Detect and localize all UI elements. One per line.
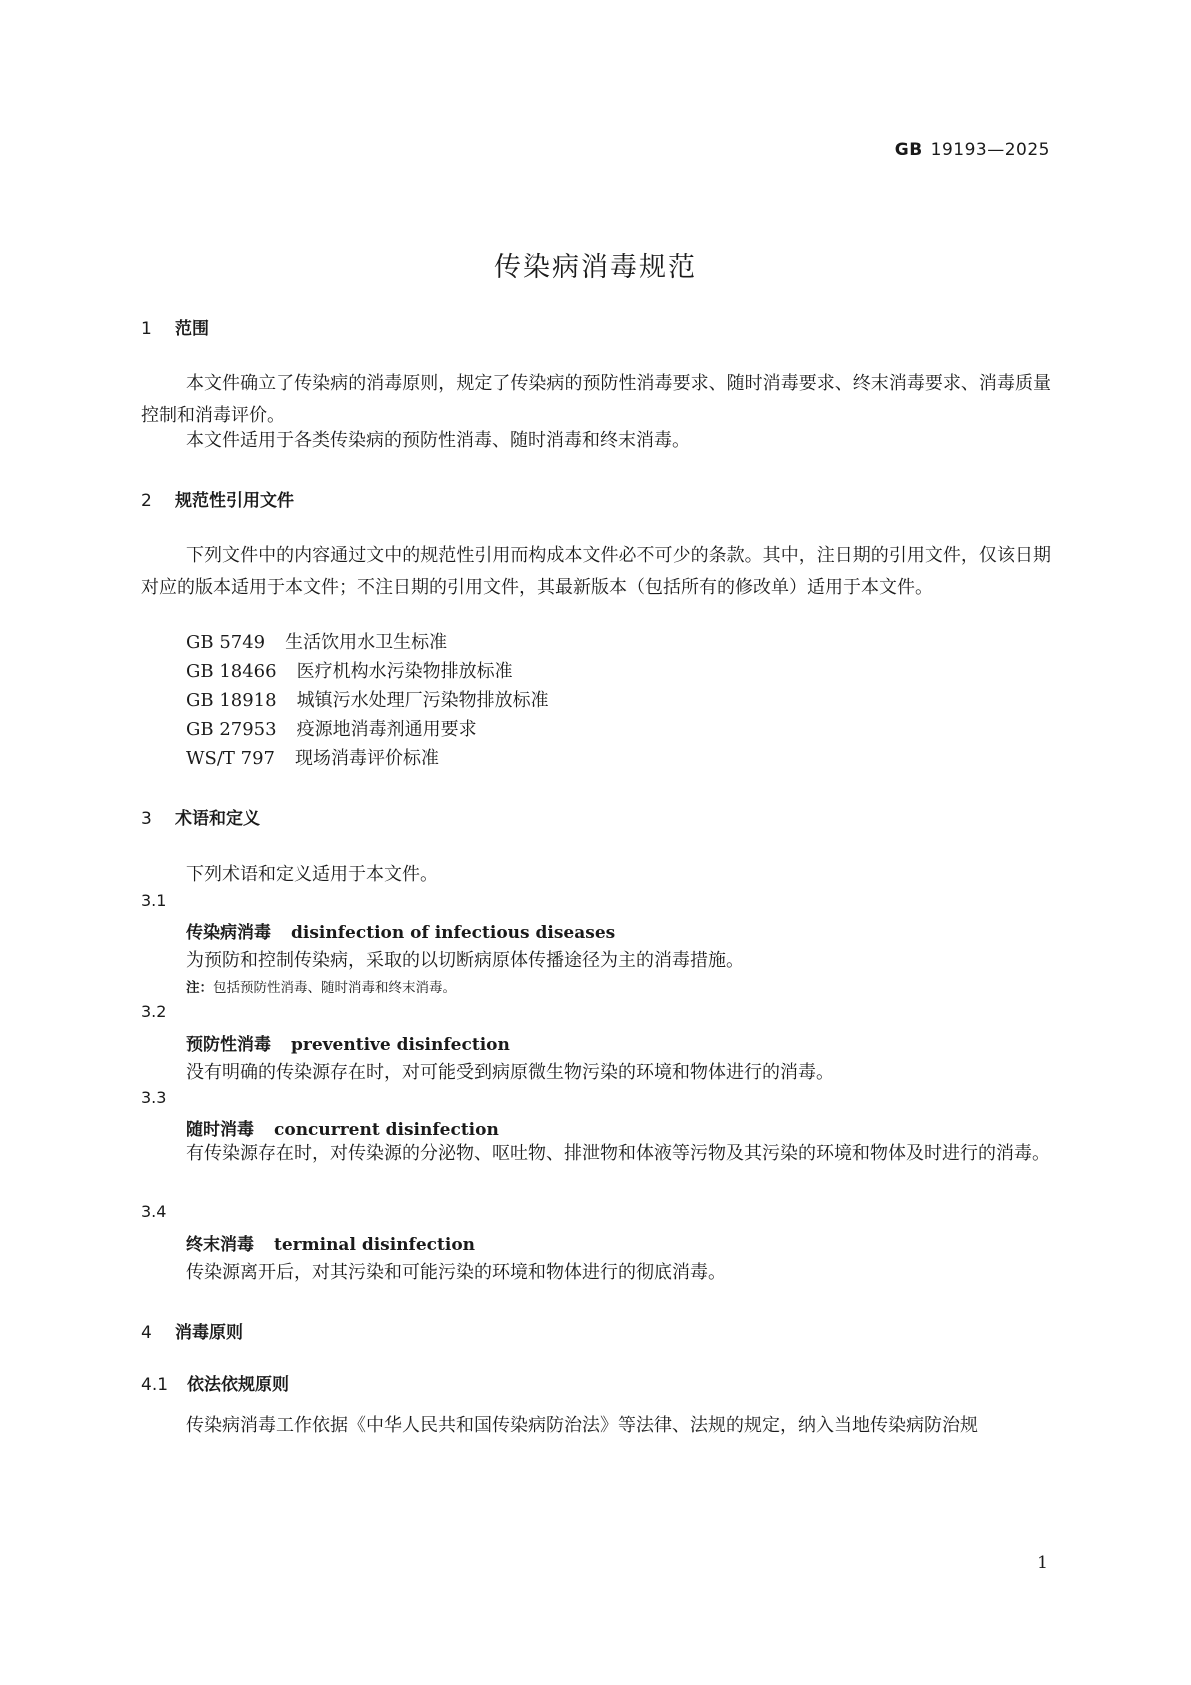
term-note — [186, 976, 456, 996]
term-name-en: terminal disinfection — [274, 1235, 476, 1255]
reference-item — [186, 744, 439, 770]
document-title: 传染病消毒规范 — [494, 252, 697, 283]
reference-item — [186, 657, 513, 683]
term-name-en: preventive disinfection — [291, 1035, 510, 1055]
term-name-zh: 随时消毒 — [186, 1120, 254, 1140]
reference-code: GB 18918 — [186, 690, 277, 711]
term-number: 3.2 — [141, 1002, 167, 1021]
section-2-heading — [141, 486, 294, 511]
term-definition: 有传染源存在时，对传染源的分泌物、呕吐物、排泄物和体液等污物及其污染的环境和物体及时进行的消毒。 — [186, 1143, 1050, 1164]
reference-code: GB 27953 — [186, 719, 277, 740]
reference-title: 现场消毒评价标准 — [294, 748, 439, 769]
standard-code: 19193—2025 — [930, 140, 1050, 160]
note-text: 包括预防性消毒、随时消毒和终末消毒。 — [213, 980, 456, 996]
scope-paragraph-1: 本文件确立了传染病的消毒原则，规定了传染病的预防性消毒要求、随时消毒要求、终末消毒要求、消毒质量控制和消毒评价。 — [141, 373, 1051, 426]
terms-intro: 下列术语和定义适用于本文件。 — [186, 864, 438, 885]
term-number: 3.1 — [141, 891, 167, 910]
references-intro: 下列文件中的内容通过文中的规范性引用而构成本文件必不可少的条款。其中，注日期的引用文件，仅该日期对应的版本适用于本文件；不注日期的引用文件，其最新版本（包括所有的修改单）适用于本文件。 — [141, 545, 1051, 598]
section-number: 3 — [141, 809, 152, 829]
term-number: 3.4 — [141, 1202, 167, 1221]
standard-number — [895, 140, 1050, 160]
section-title: 消毒原则 — [175, 1323, 243, 1343]
term-name — [186, 918, 615, 943]
section-title: 范围 — [175, 319, 209, 339]
section-number: 4 — [141, 1323, 152, 1343]
term-name-zh: 传染病消毒 — [186, 923, 271, 943]
section-title: 术语和定义 — [175, 809, 260, 829]
term-definition: 传染源离开后，对其污染和可能污染的环境和物体进行的彻底消毒。 — [186, 1262, 726, 1283]
section-number: 1 — [141, 319, 152, 339]
note-label: 注： — [186, 980, 213, 996]
term-name-en: disinfection of infectious diseases — [291, 923, 616, 943]
scope-paragraph-2: 本文件适用于各类传染病的预防性消毒、随时消毒和终末消毒。 — [186, 430, 690, 451]
reference-title: 疫源地消毒剂通用要求 — [296, 719, 477, 740]
subsection-number: 4.1 — [141, 1375, 169, 1395]
subsection-title: 依法依规原则 — [187, 1375, 289, 1395]
reference-item — [186, 628, 447, 654]
reference-code: WS/T 797 — [186, 748, 275, 769]
term-name — [186, 1030, 510, 1055]
term-name-zh: 预防性消毒 — [186, 1035, 271, 1055]
reference-item — [186, 715, 477, 741]
reference-item — [186, 686, 549, 712]
term-definition: 为预防和控制传染病，采取的以切断病原体传播途径为主的消毒措施。 — [186, 950, 744, 971]
subsection-4-1-heading — [141, 1370, 289, 1395]
reference-code: GB 5749 — [186, 632, 266, 653]
term-name-zh: 终末消毒 — [186, 1235, 254, 1255]
section-4-heading — [141, 1318, 243, 1343]
page-number: 1 — [1037, 1553, 1048, 1573]
reference-code: GB 18466 — [186, 661, 277, 682]
reference-title: 城镇污水处理厂污染物排放标准 — [296, 690, 549, 711]
reference-title: 医疗机构水污染物排放标准 — [296, 661, 513, 682]
standard-prefix: GB — [894, 140, 923, 160]
section-title: 规范性引用文件 — [175, 491, 294, 511]
term-number: 3.3 — [141, 1088, 167, 1107]
principle-paragraph: 传染病消毒工作依据《中华人民共和国传染病防治法》等法律、法规的规定，纳入当地传染病防治规 — [186, 1415, 978, 1436]
section-number: 2 — [141, 491, 152, 511]
term-definition: 没有明确的传染源存在时，对可能受到病原微生物污染的环境和物体进行的消毒。 — [186, 1062, 834, 1083]
term-name — [186, 1115, 499, 1140]
term-name — [186, 1230, 475, 1255]
section-1-heading — [141, 314, 209, 339]
section-3-heading — [141, 804, 260, 829]
reference-title: 生活饮用水卫生标准 — [285, 632, 448, 653]
term-name-en: concurrent disinfection — [274, 1120, 499, 1140]
